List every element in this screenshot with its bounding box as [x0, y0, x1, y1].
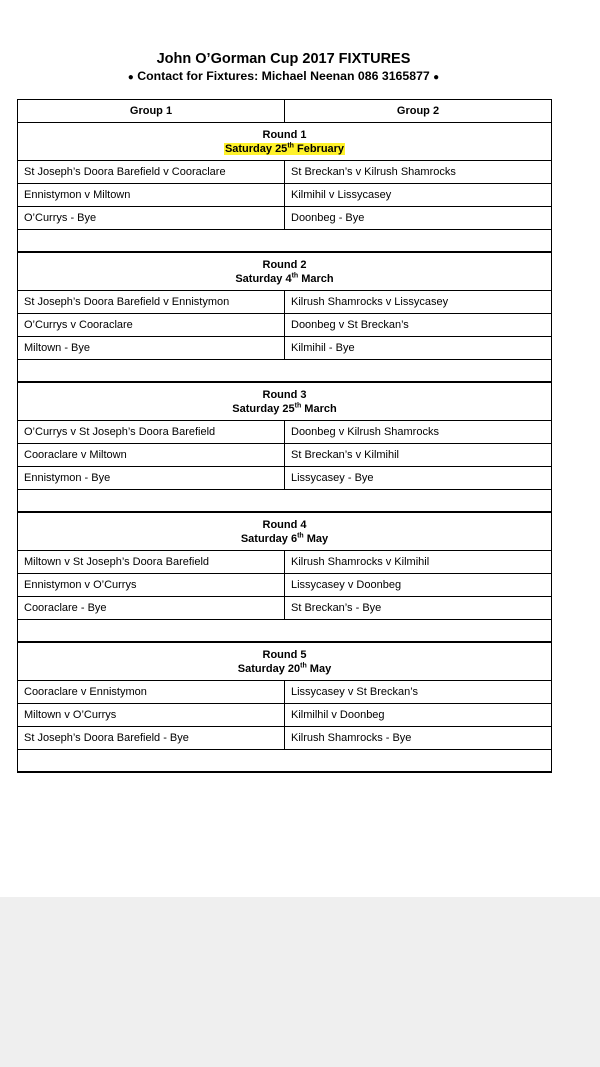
round-label: Round 2: [262, 258, 307, 271]
round-date: [24, 142, 545, 156]
spacer-row: [18, 490, 552, 513]
round-date-pre: Saturday 20: [237, 662, 301, 675]
round-date-post: March: [298, 272, 334, 285]
round-label: Round 1: [262, 128, 307, 141]
page-bottom-background: [0, 897, 600, 1067]
group1-fixture: Miltown v O’Currys: [18, 704, 285, 727]
round-header-row: [18, 123, 552, 161]
group1-fixture: O’Currys - Bye: [18, 207, 285, 230]
round-date: [24, 402, 545, 416]
group2-header: Group 2: [285, 100, 552, 123]
group1-fixture: Cooraclare - Bye: [18, 597, 285, 620]
group2-fixture: St Breckan’s v Kilrush Shamrocks: [285, 161, 552, 184]
group2-fixture: Kilrush Shamrocks - Bye: [285, 727, 552, 750]
contact-text: Contact for Fixtures: Michael Neenan 086 3165877: [137, 69, 430, 83]
spacer-row: [18, 620, 552, 643]
group2-fixture: Kilmilhil v Doonbeg: [285, 704, 552, 727]
round-date-post: March: [301, 402, 337, 415]
group2-fixture: Kilrush Shamrocks v Lissycasey: [285, 291, 552, 314]
round-date-sup: th: [297, 531, 304, 539]
round-date-pre: Saturday 25: [232, 402, 295, 415]
round-date-post: May: [303, 532, 329, 545]
fixture-row: [18, 597, 552, 620]
round-header: [18, 382, 552, 421]
round-label: Round 4: [262, 518, 307, 531]
group1-fixture: Cooraclare v Miltown: [18, 444, 285, 467]
group2-fixture: Kilmihil - Bye: [285, 337, 552, 360]
round-label: Round 3: [262, 388, 307, 401]
group1-fixture: St Joseph’s Doora Barefield v Cooraclare: [18, 161, 285, 184]
fixture-row: [18, 161, 552, 184]
round-header-row: [18, 512, 552, 551]
group1-fixture: O’Currys v St Joseph’s Doora Barefield: [18, 421, 285, 444]
fixture-row: [18, 551, 552, 574]
group2-fixture: Lissycasey v Doonbeg: [285, 574, 552, 597]
fixture-row: [18, 444, 552, 467]
round-header: [18, 512, 552, 551]
group2-fixture: Kilrush Shamrocks v Kilmihil: [285, 551, 552, 574]
round-date-text: [238, 663, 331, 675]
fixture-row: [18, 681, 552, 704]
fixture-row: [18, 704, 552, 727]
fixture-row: [18, 421, 552, 444]
fixture-row: [18, 207, 552, 230]
group1-fixture: Miltown - Bye: [18, 337, 285, 360]
round-date-sup: th: [300, 661, 307, 669]
bullet-icon: ●: [433, 72, 440, 83]
round-header-row: [18, 252, 552, 291]
group2-fixture: St Breckan’s v Kilmihil: [285, 444, 552, 467]
round-date-text: [224, 143, 345, 155]
spacer-cell: [18, 230, 552, 253]
group2-fixture: Doonbeg v St Breckan’s: [285, 314, 552, 337]
round-header-row: [18, 382, 552, 421]
spacer-row: [18, 230, 552, 253]
round-date-post: May: [306, 662, 332, 675]
spacer-row: [18, 360, 552, 383]
round-date-sup: th: [291, 271, 299, 279]
group1-fixture: Cooraclare v Ennistymon: [18, 681, 285, 704]
spacer-cell: [18, 360, 552, 383]
fixture-row: [18, 291, 552, 314]
group1-header: Group 1: [18, 100, 285, 123]
group2-fixture: Lissycasey v St Breckan’s: [285, 681, 552, 704]
fixture-row: [18, 574, 552, 597]
round-date: [24, 272, 545, 286]
fixture-row: [18, 467, 552, 490]
group1-fixture: O’Currys v Cooraclare: [18, 314, 285, 337]
round-date-sup: th: [294, 401, 302, 409]
round-header: [18, 252, 552, 291]
spacer-cell: [18, 490, 552, 513]
group2-fixture: Lissycasey - Bye: [285, 467, 552, 490]
page-title: John O’Gorman Cup 2017 FIXTURES: [156, 51, 411, 67]
round-date-pre: Saturday 25: [224, 142, 288, 155]
fixtures-table: [17, 99, 552, 773]
group1-fixture: St Joseph’s Doora Barefield v Ennistymon: [18, 291, 285, 314]
header-row: [18, 100, 552, 123]
fixture-row: [18, 184, 552, 207]
group2-fixture: Doonbeg v Kilrush Shamrocks: [285, 421, 552, 444]
round-date-post: February: [293, 142, 345, 155]
group2-fixture: Doonbeg - Bye: [285, 207, 552, 230]
spacer-cell: [18, 620, 552, 643]
group1-fixture: Miltown v St Joseph’s Doora Barefield: [18, 551, 285, 574]
group2-fixture: Kilmihil v Lissycasey: [285, 184, 552, 207]
bullet-icon: ●: [127, 72, 134, 83]
fixture-row: [18, 727, 552, 750]
round-date-sup: th: [287, 141, 294, 149]
round-header-row: [18, 642, 552, 681]
round-date-pre: Saturday 4: [235, 272, 292, 285]
group2-fixture: St Breckan’s - Bye: [285, 597, 552, 620]
round-date: [24, 662, 545, 676]
spacer-row: [18, 750, 552, 773]
round-date-text: [232, 403, 336, 415]
round-header: [18, 123, 552, 161]
round-label: Round 5: [262, 648, 307, 661]
fixtures-body: [18, 100, 552, 773]
spacer-cell: [18, 750, 552, 773]
round-date-text: [241, 533, 328, 545]
round-date-pre: Saturday 6: [240, 532, 298, 545]
group1-fixture: St Joseph’s Doora Barefield - Bye: [18, 727, 285, 750]
fixture-row: [18, 314, 552, 337]
round-date: [24, 532, 545, 546]
group1-fixture: Ennistymon v O’Currys: [18, 574, 285, 597]
group1-fixture: Ennistymon - Bye: [18, 467, 285, 490]
round-header: [18, 642, 552, 681]
fixture-row: [18, 337, 552, 360]
group1-fixture: Ennistymon v Miltown: [18, 184, 285, 207]
contact-line: [0, 69, 567, 83]
round-date-text: [235, 273, 333, 285]
